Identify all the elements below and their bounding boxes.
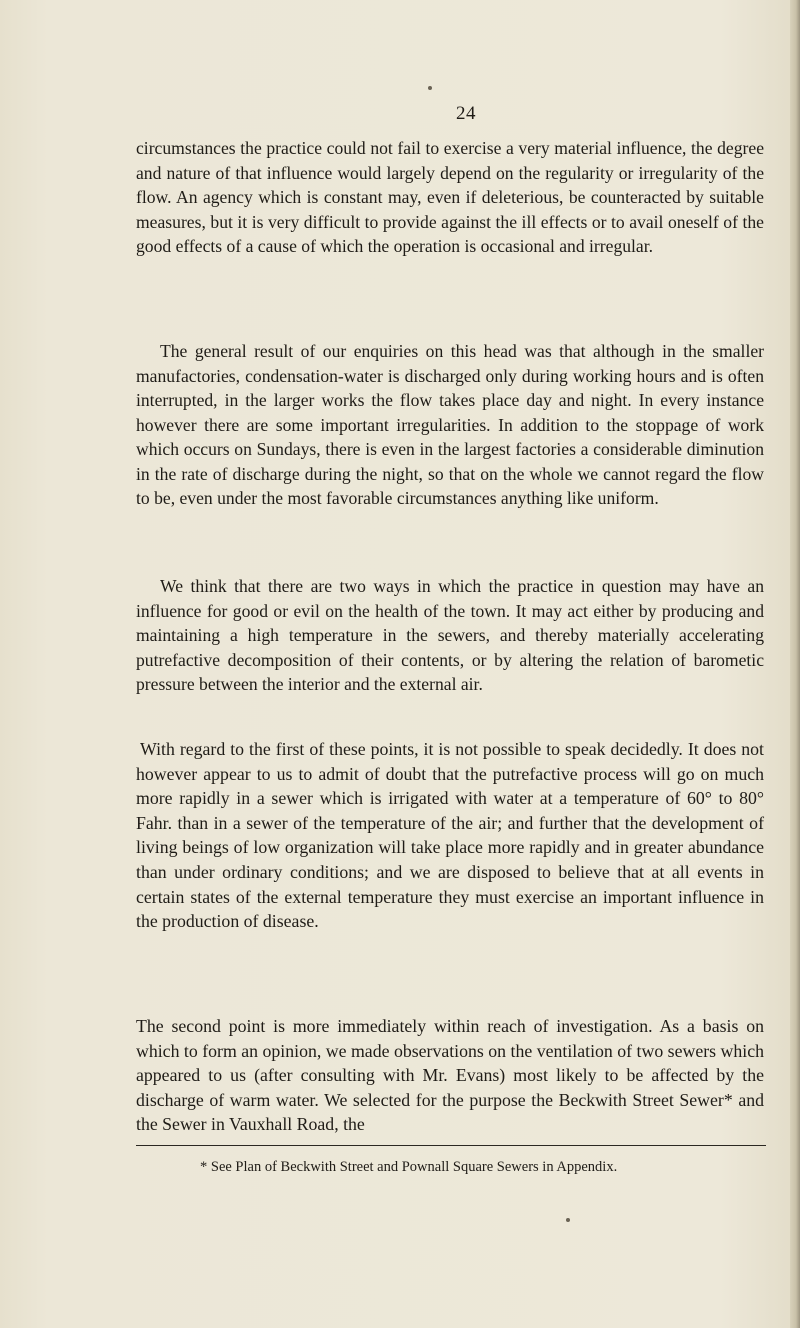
paragraph-2: The general result of our enquiries on this head was that although in the smaller manufactories, condensation-water is discharged only during working hours and is often interrupted, in the larger works the flow takes place day and night. In every instance however there are some important irregularities. In addition to the stoppage of work which occurs on Sundays, there is even in the largest factories a considerable diminution in the rate of discharge during the night, so that on the whole we cannot regard the flow to be, even under the most favorable circumstances anything like uniform. (136, 341, 764, 508)
paragraph-3: We think that there are two ways in which the practice in question may have an influence for good or evil on the health of the town. It may act either by producing and maintaining a high temperature in the sewers, and thereby materially accelerating putrefactive decomposition of their contents, or by altering the relation of barometic pressure between the interior and the external air. (136, 576, 764, 694)
paragraph-5: The second point is more immediately within reach of investigation. As a basis on which to form an opinion, we made observations on the ventilation of two sewers which appeared to us (after consulting with Mr. Evans) most likely to be affected by the discharge of warm water. We selected for the purpose the Beckwith Street Sewer* and the Sewer in Vauxhall Road, the (136, 1016, 764, 1135)
page-edge-shadow (790, 0, 800, 1328)
paper-speck (428, 86, 432, 90)
paragraph-1: circumstances the practice could not fail to exercise a very material influence, the degree and nature of that influence would largely depend on the regularity or irregularity of the flow. An agency which is constant may, even if deleterious, be counteracted by suitable measures, but it is very difficult to provide against the ill effects or to avail oneself of the good effects of a cause of which the operation is occasional and irregular. (136, 138, 764, 256)
footnote-divider (136, 1145, 766, 1146)
paragraph-4: With regard to the first of these points, it is not possible to speak decidedly. It does not however appear to us to admit of doubt that the putrefactive process will go on much more rapidly in a sewer which is irrigated with water at a temperature of 60° to 80° Fahr. than in a sewer of the temperature of the air; and further that the development of living beings of low organization will take place more rapidly and in greater abundance than under ordinary conditions; and we are disposed to believe that at all events in certain states of the external temperature they must exercise an important influence in the production of disease. (136, 739, 764, 932)
page-number: 24 (456, 103, 476, 124)
footnote: * See Plan of Beckwith Street and Pownall Square Sewers in Appendix. (200, 1159, 618, 1175)
paper-speck (566, 1218, 570, 1222)
